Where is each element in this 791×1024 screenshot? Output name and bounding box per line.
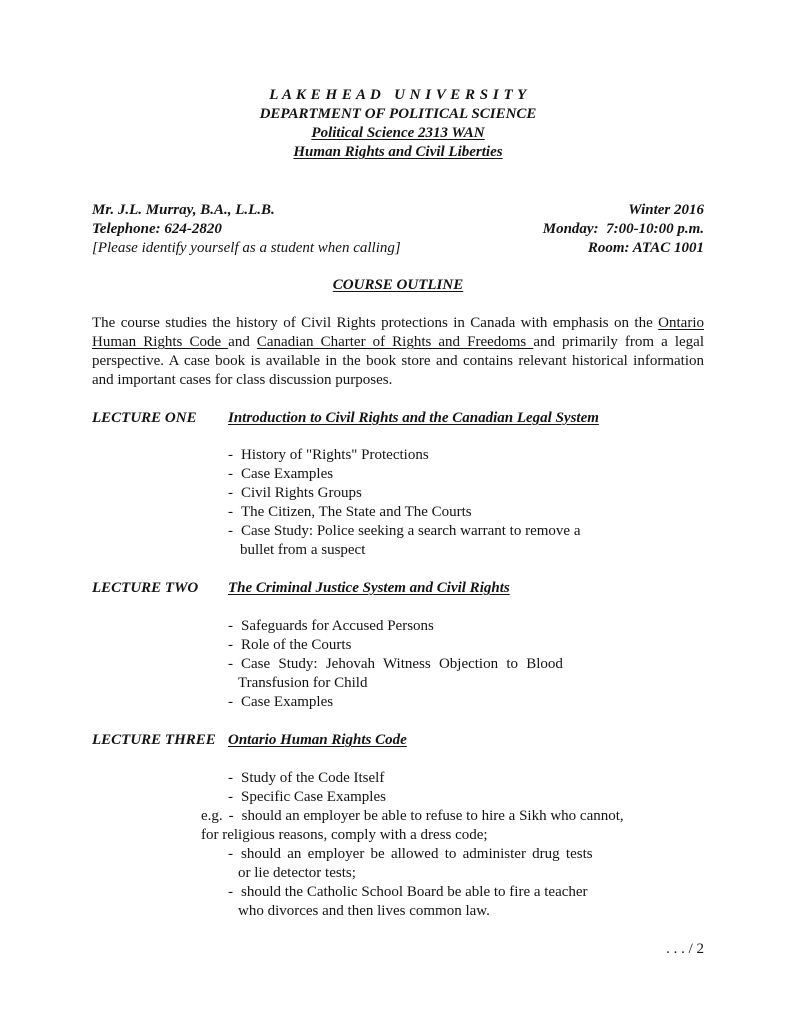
topic-text-continuation: or lie detector tests;	[238, 865, 356, 881]
topic-item	[228, 617, 704, 636]
lecture-one-title: Introduction to Civil Rights and the Canadian Legal System	[228, 410, 599, 426]
lecture-three-label: LECTURE THREE	[92, 732, 216, 748]
lecture-two-section	[92, 579, 704, 712]
description-text: and primarily from a legal	[533, 334, 704, 350]
description-text: and	[228, 334, 257, 350]
course-description	[92, 314, 704, 390]
lecture-one-label: LECTURE ONE	[92, 410, 197, 426]
dash-bullet: -	[228, 789, 233, 805]
lecture-three-topics	[201, 769, 704, 921]
topic-text: History of "Rights" Protections	[241, 447, 429, 463]
dash-bullet: -	[228, 884, 233, 900]
topic-text: should an employer be able to refuse to hire a Sikh who cannot,	[241, 808, 624, 824]
description-line	[92, 333, 704, 352]
department-name: DEPARTMENT OF POLITICAL SCIENCE	[259, 106, 537, 122]
description-text: The course studies the history of Civil Rights protections in Canada with emphasis on the	[92, 315, 659, 331]
schedule-info	[543, 201, 704, 258]
topic-item	[228, 693, 704, 712]
course-title: Human Rights and Civil Liberties	[293, 144, 503, 160]
lecture-one-topics	[228, 446, 704, 560]
topic-item	[228, 769, 704, 788]
topic-text-continuation: bullet from a suspect	[240, 542, 366, 558]
topic-item	[228, 465, 704, 484]
topic-text: Specific Case Examples	[241, 789, 386, 805]
topic-text-continuation: for religious reasons, comply with a dress code;	[201, 827, 488, 843]
dash-bullet: -	[228, 846, 233, 862]
topic-text: Safeguards for Accused Persons	[241, 618, 434, 634]
page-continuation-marker: . . . / 2	[666, 941, 704, 957]
dash-bullet: -	[228, 504, 233, 520]
telephone-number: Telephone: 624-2820	[92, 221, 222, 237]
lecture-two-topics	[228, 617, 704, 712]
topic-text-continuation: Transfusion for Child	[238, 675, 368, 691]
topic-text: should the Catholic School Board be able to fire a teacher	[241, 884, 588, 900]
dash-bullet: -	[228, 770, 233, 786]
dash-bullet: -	[228, 637, 233, 653]
topic-text: Case Examples	[241, 466, 334, 482]
topic-text: The Citizen, The State and The Courts	[241, 504, 472, 520]
lecture-three-heading	[92, 731, 704, 750]
description-underlined-text: Canadian Charter of Rights and Freedoms	[256, 334, 534, 350]
topic-text: Case Examples	[241, 694, 334, 710]
dash-bullet: -	[228, 523, 233, 539]
topic-item-example	[201, 807, 704, 845]
lecture-two-label: LECTURE TWO	[92, 580, 199, 596]
dash-bullet: -	[228, 618, 233, 634]
topic-item	[228, 788, 704, 807]
document-header	[92, 86, 704, 162]
university-name: L A K E H E A D U N I V E R S I T Y	[269, 87, 527, 103]
eg-prefix: e.g.	[201, 808, 223, 824]
topic-item	[228, 636, 704, 655]
course-outline-heading: COURSE OUTLINE	[332, 277, 464, 293]
topic-item	[228, 446, 704, 465]
calling-note: [Please identify yourself as a student when calling]	[92, 240, 401, 256]
dash-bullet: -	[228, 447, 233, 463]
meeting-time: Monday: 7:00-10:00 p.m.	[542, 221, 704, 237]
topic-text: Study of the Code Itself	[241, 770, 385, 786]
instructor-info	[92, 201, 401, 258]
description-underlined-text: Human Rights Code	[92, 334, 229, 350]
lecture-two-title: The Criminal Justice System and Civil Rights	[228, 580, 510, 596]
topic-text-continuation: who divorces and then lives common law.	[238, 903, 490, 919]
topic-item	[228, 484, 704, 503]
dash-bullet: -	[228, 694, 233, 710]
topic-text: Role of the Courts	[241, 637, 352, 653]
dash-bullet: -	[228, 808, 234, 824]
description-underlined-text: Ontario	[658, 315, 704, 331]
topic-item	[228, 883, 704, 921]
dash-bullet: -	[228, 466, 233, 482]
topic-text: Civil Rights Groups	[241, 485, 362, 501]
term-label: Winter 2016	[628, 202, 704, 218]
dash-bullet: -	[228, 485, 233, 501]
topic-item	[228, 845, 704, 883]
topic-text: Case Study: Jehovah Witness Objection to Blood	[241, 656, 563, 672]
lecture-one-section	[92, 409, 704, 560]
instructor-name: Mr. J.L. Murray, B.A., L.L.B.	[92, 202, 275, 218]
description-line	[92, 314, 704, 333]
lecture-three-title: Ontario Human Rights Code	[228, 732, 407, 748]
lecture-one-heading	[92, 409, 704, 428]
topic-item	[228, 655, 704, 693]
topic-text: Case Study: Police seeking a search warrant to remove a	[241, 523, 581, 539]
description-line: perspective. A case book is available in the book store and contains relevant historical information	[92, 353, 704, 369]
course-code: Political Science 2313 WAN	[311, 125, 485, 141]
lecture-three-section	[92, 731, 704, 921]
description-line: and important cases for class discussion purposes.	[92, 372, 393, 388]
topic-item	[228, 522, 704, 560]
room-label: Room: ATAC 1001	[587, 240, 704, 256]
lecture-two-heading	[92, 579, 704, 598]
topic-item	[228, 503, 704, 522]
topic-text: should an employer be allowed to administer drug tests	[241, 846, 593, 862]
course-info-block	[92, 201, 704, 258]
dash-bullet: -	[228, 656, 233, 672]
